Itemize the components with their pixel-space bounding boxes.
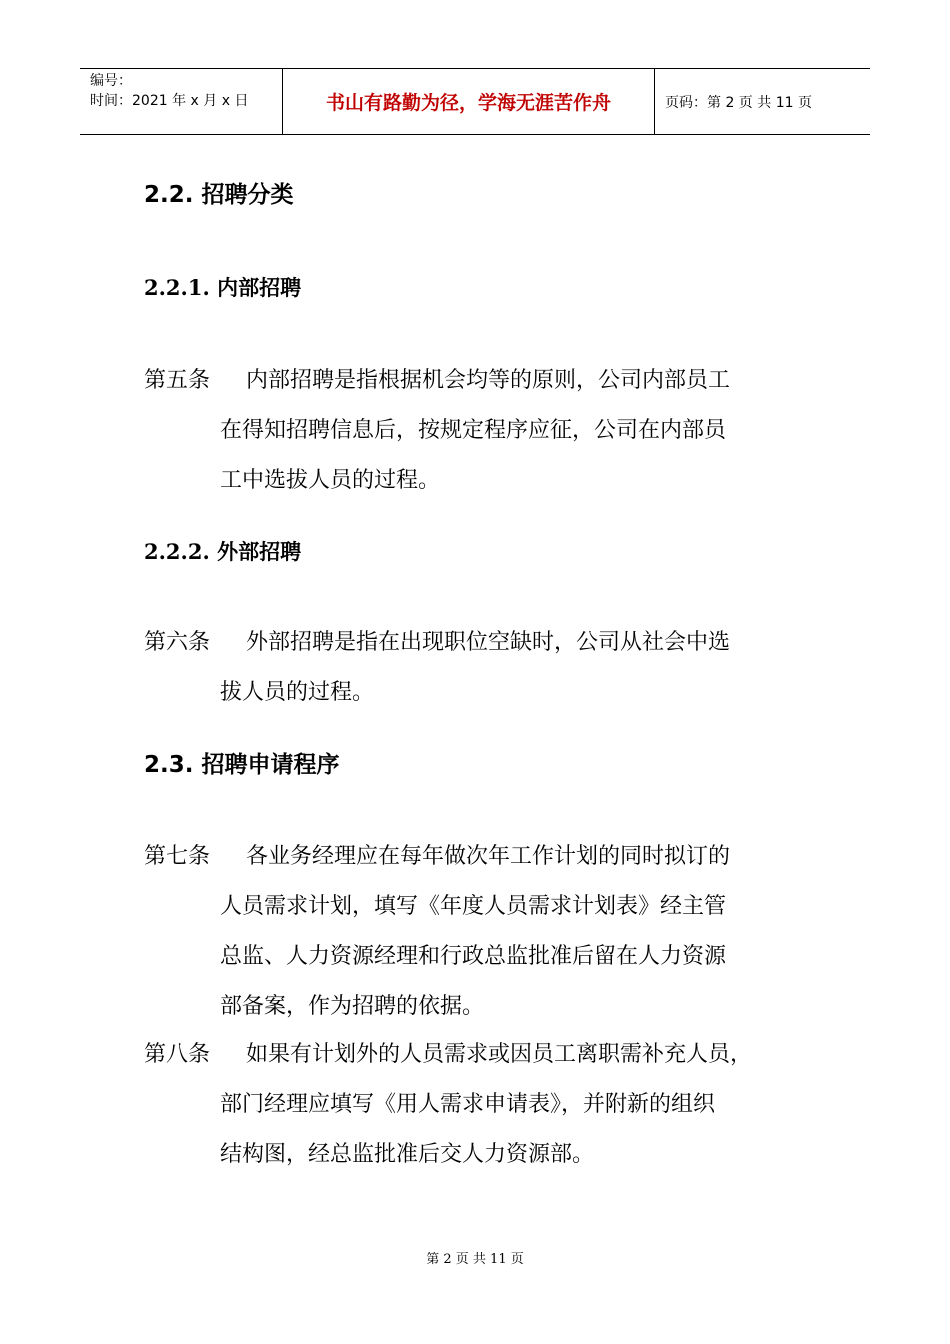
article-line: 人员需求计划，填写《年度人员需求计划表》经主管 [220,894,727,919]
section-heading-2-2-2: 2.2.2. 外部招聘 [144,539,302,564]
article-line: 结构图，经总监批准后交人力资源部。 [220,1142,595,1167]
article-label: 第五条 [144,368,211,393]
article-line: 部备案，作为招聘的依据。 [220,994,485,1019]
article-label: 第七条 [144,844,211,869]
header-number: 编号： [90,73,132,89]
header-page-info: 页码：第 2 页 共 11 页 [665,94,812,111]
article-line: 外部招聘是指在出现职位空缺时，公司从社会中选 [246,630,731,655]
article-line: 内部招聘是指根据机会均等的原则，公司内部员工 [246,368,731,393]
article-6 [144,618,814,718]
article-line: 总监、人力资源经理和行政总监批准后留在人力资源 [220,944,727,969]
article-line: 部门经理应填写《用人需求申请表》，并附新的组织 [220,1092,716,1117]
article-label: 第八条 [144,1042,211,1067]
article-line: 在得知招聘信息后，按规定程序应征，公司在内部员 [220,418,727,443]
section-heading-2-3: 2.3. 招聘申请程序 [144,752,340,778]
header-motto: 书山有路勤为径，学海无涯苦作舟 [282,69,655,134]
article-7 [144,832,814,1032]
section-heading-2-2: 2.2. 招聘分类 [144,182,294,208]
page-footer: 第 2 页 共 11 页 [426,1252,524,1267]
header-meta [80,69,282,134]
article-line: 拔人员的过程。 [220,680,375,705]
article-line: 各业务经理应在每年做次年工作计划的同时拟订的 [246,844,731,869]
article-line: 如果有计划外的人员需求或因员工离职需补充人员， [246,1042,753,1067]
page-header [80,68,870,135]
article-5 [144,356,814,506]
header-time: 时间：2021 年 x 月 x 日 [90,93,249,109]
article-label: 第六条 [144,630,211,655]
article-line: 工中选拔人员的过程。 [220,468,441,493]
article-8 [144,1030,814,1180]
section-heading-2-2-1: 2.2.1. 内部招聘 [144,275,302,300]
